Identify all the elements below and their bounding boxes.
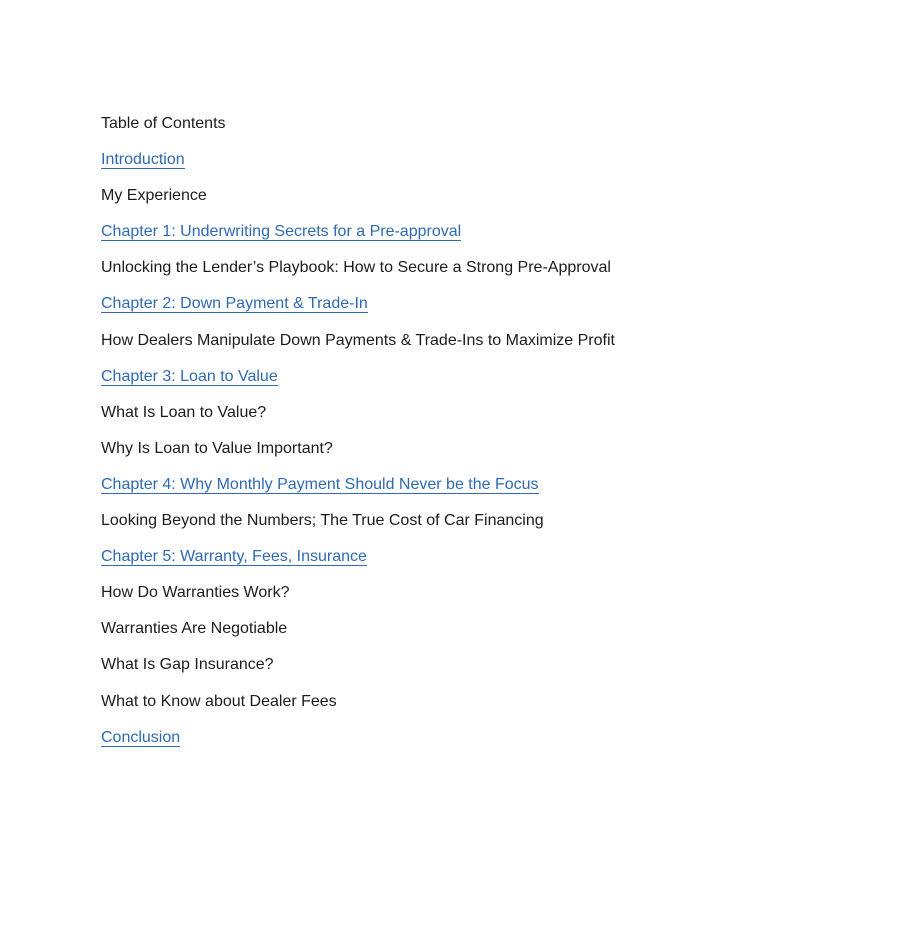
toc-title: Table of Contents [101, 115, 226, 132]
toc-text-beyond-numbers: Looking Beyond the Numbers; The True Cost of Car Financing [101, 512, 544, 530]
toc-entry-chapter-4[interactable] [101, 473, 881, 509]
toc-text-warranties-work: How Do Warranties Work? [101, 584, 290, 602]
toc-entry-chapter-5[interactable] [101, 545, 881, 581]
toc-entry-conclusion[interactable] [101, 726, 881, 762]
toc-entry-chapter-1[interactable] [101, 220, 881, 256]
toc-link-conclusion[interactable]: Conclusion [101, 728, 181, 746]
toc-link-chapter-1[interactable]: Chapter 1: Underwriting Secrets for a Pre-approval [101, 223, 462, 241]
toc-entry-warranties-negotiable [101, 617, 881, 653]
toc-entry-why-ltv-important [101, 437, 881, 473]
toc-entry-warranties-work [101, 581, 881, 617]
toc-entry-chapter-3[interactable] [101, 365, 881, 401]
toc-entry-gap-insurance [101, 653, 881, 689]
toc-link-chapter-4[interactable]: Chapter 4: Why Monthly Payment Should Never be the Focus [101, 475, 539, 493]
toc-heading [101, 112, 881, 148]
toc-link-chapter-5[interactable]: Chapter 5: Warranty, Fees, Insurance [101, 548, 367, 566]
toc-entry-my-experience [101, 184, 881, 220]
toc-entry-dealer-fees [101, 690, 881, 726]
toc-text-dealers-manipulate: How Dealers Manipulate Down Payments & Trade-Ins to Maximize Profit [101, 331, 615, 349]
toc-text-gap-insurance: What Is Gap Insurance? [101, 656, 274, 674]
toc-text-dealer-fees: What to Know about Dealer Fees [101, 692, 337, 710]
toc-entry-dealers-manipulate [101, 329, 881, 365]
toc-link-introduction[interactable]: Introduction [101, 151, 185, 169]
toc-entry-beyond-numbers [101, 509, 881, 545]
toc-link-chapter-3[interactable]: Chapter 3: Loan to Value [101, 367, 278, 385]
table-of-contents [101, 112, 881, 762]
toc-link-chapter-2[interactable]: Chapter 2: Down Payment & Trade-In [101, 295, 368, 313]
toc-entry-chapter-2[interactable] [101, 292, 881, 328]
toc-text-warranties-negotiable: Warranties Are Negotiable [101, 620, 288, 638]
toc-entry-lenders-playbook [101, 256, 881, 292]
toc-text-why-ltv-important: Why Is Loan to Value Important? [101, 439, 333, 457]
toc-text-my-experience: My Experience [101, 187, 207, 205]
toc-text-what-is-ltv: What Is Loan to Value? [101, 403, 267, 421]
toc-entry-introduction[interactable] [101, 148, 881, 184]
toc-text-lenders-playbook: Unlocking the Lender’s Playbook: How to Secure a Strong Pre-Approval [101, 259, 611, 277]
toc-entry-what-is-ltv [101, 401, 881, 437]
